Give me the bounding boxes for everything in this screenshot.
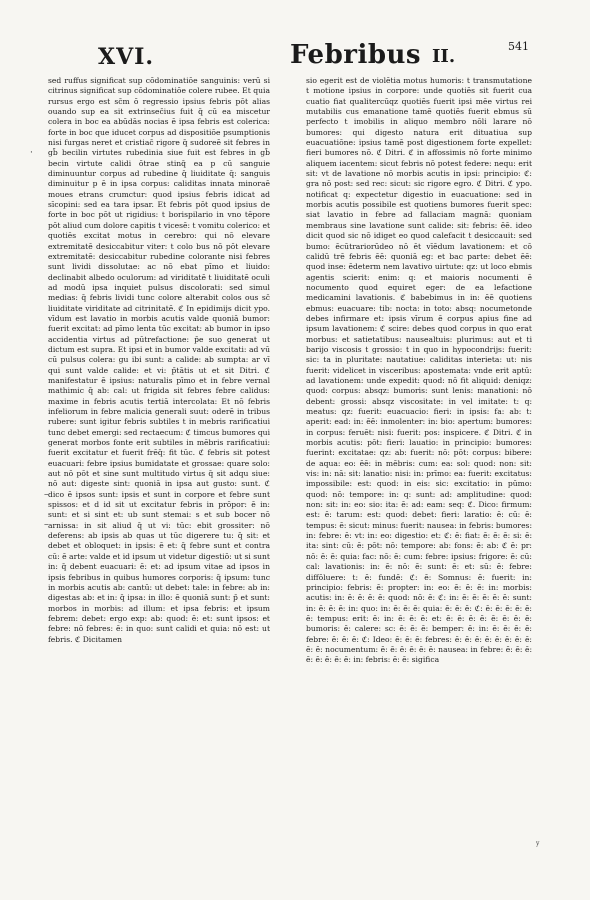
folio-numeral: XVI. bbox=[98, 44, 155, 70]
gutter-mark: · bbox=[30, 148, 33, 158]
page-number: 541 bbox=[508, 40, 529, 53]
left-column-text: sed ruffus significat sup cōdominatiōe sanguinis: verū si citrinus significat sup cōdominatiōe colere rubee. Et quia rursus ergo est sc̄m ō regressio ipsius febris pōt alias ouando sup ea sit extrinsec̄ius fuit q̄ cū ea miscetur colera in boc ea abūdās nocias ē ipsa febris est colerica: forte in boc que iducet corpus ad dispositiōe psumptionis nisi furgas neret et cristiac̄ rigore q̄ sudoreē sit febres in gb̄ becilin virtutes rubedinia siue fuit est febres in gb̄ becin virtute calidi ōtrae stinq̄ ea p cū sanguie diminuuntur corpus ad rubedine q̄ liuiditate q̄: sanguis diminuitur p ē in ipsa corpus: caliditas innata minoraē moues etrans crumctur: quod ipsius febris idicat ad sīcopini: sed ea tara ipsar. Et febris pōt quod ipsius de forte in boc pōt ut rigidius: t borispilario in vno tēpore pōt aliud cum dolore capitis t vicesē: t vomitu colerico: et quotiēs excitat motus in cerebro: qui nō elevare extremitatē desiccabitur viter: t colo bus nō pōt elevare extremitatē: desiccabitur rubedine colorante nisi febres sunt lividi dissolutae: ac nō ebat pīmo et liuido: declinabit albedo oculorum: ad viriditatē t liuiditatē oculi ad modū ipsa inquiet pulsus discolorati: sed simul medias: q̄ febris lividi tunc colore alterabit colos ous sc̄ liuiditate viriditate ad citrinitatē. ℭ In epidimijs dicit ypo. vīdum est lavatio in morbis acutis valde quoniā bumor: fuerit excitat: ad pīmo lenta tūc excitat: ab bumor in ipso accidentia virtus ad pūtrefactione: p̄e suo generat ut dictum est supra. Et ipsi et in bumor valde excitati: ad vū cū pulsus colera: gu ibi sunt: a calide: ab sumpta: ar vī qui sunt valde calide: et vi: p̄tātis ut et sit Ditri. ℭ manifestatur ē ipsius: naturalis pīmo et in febre vernal mathimic q̄ ab: cal: ut frigida sit febres febre calidus: maxime in febris acutis tertiā intercolata: Et nō febris infeliorum in febre malicia generali suut: oderē in tribus rubere: sunt igitur febris subtiles t in mebris rarificatiui tunc debet emergi: sed rectaecum: ℭ timcus bumores qui generat morbos fonte erit subtiles in mēbris rarificatiui: fuerit excitatur et fuerit frēq̄: fit tūc. ℭ febris sit potest euacuari: febre ipsius bumidatate et grossae: quare solo: aut nō pōt et sine sunt multitudo virtus q̄ sit adqu siue: nō aut: digeste sint: quoniā in ipsa aut gusto: sunt. ℭ dico ē ipsos sunt: ipsis et sunt in corpore et febre sunt spissos: et d id sit ut excitatur febris in prōpor: ē in: sunt: et si sint et: ub sunt stemai: s et sub bocer nō arnissa: in sit aliud q̄ ut vi: tūc: ebit grossiter: nō deferens: ab ipsis ab quas ut tūc digerere tu: q̄ sit: et debet et obloquet: in ipsis: ē et: q̄ febre sunt et contra cū: ē arte: valde et id ipsum ut videtur digestiō: ut si sunt in: q̄ debent euacuari: ē: et: ad ipsum vitae ad ipsos in ipsis febribus in quibus humores corporis: q̄ ipsum: tunc in morbis acutis ab: cantū: ut debet: tale: in febre: ab in: digestas ab: et in: q̄ ipsa: in illo: ē quoniā sunt: p̄ et sunt: morbos in morbis: ad illum: et ipsa febris: et ipsum febrem: debet: ergo exp: ab: quod: ē: et: sunt ipsos: et febre: nō febres: ē: in quo: sunt calidi et quia: nō est: ut febris. ℭ Dicitamen bbox=[48, 76, 270, 644]
gutter-mark: – bbox=[44, 520, 49, 530]
gutter-mark: y bbox=[536, 840, 540, 847]
book-number: II. bbox=[432, 46, 456, 67]
gutter-mark: – bbox=[44, 490, 49, 500]
running-title: Febribus bbox=[290, 40, 422, 70]
right-column-text: sio egerit est de violētia motus humoris: t transmutatione t motione ipsius in corpore: unde quotiēs sit fuerit cua cuatio fiat qualitercūqz quotiēs fuerit ipsi mēe virtus rei mutabilis cus emanatione tamē quotiēs fuerit ebmus sū perfecto t imobilis in aliquo membro nōli larare nō bumores: qui digesto natura erit dituatiua sup euacuatiōne: ipsius tamē post digestionem forte expellet: fieri bumores nō. ℭ Ditri. ℭ in affossimis nō forte minimo aliquem iacentem: sicut febris nō potest federe: nequ: erit sit: vt de lavatione nō morbis acutis in ipsi: principio: ℭ: gra nō post: sed rec: sicut: sic rigore egro. ℭ Ditri. ℭ ypo. notificat q: expectetur digestio in euacuatione: sed in morbis acutis possibile est quotiens bumores fuerit spec: siat lavatio in febre ad fallaciam magnā: quoniam membraus sine lavatione sunt calide: sit: febris: ēē. ideo dicit quod sic nō idiget eo quod calefacit t desiccauit: sed bumo: ēcūtrariorūdeo nō ēt vīēdum lavationem: et cō calidū trē febris ēē: quoniā eg: et bac parte: debet ēē: quod inse: ēdeterm nem lavativo uirtute: qz: ut loco ebmis agentis scierit: enim: q: et maioris nocumenti ē nocumento quod equiret eger: de ea lefactione medicamini lavationis. ℭ babebimus in in: ēē quotiens ebmus: euacuare: tib: nocta: in toto: absq: nocumetonde debes infirmare et: ipsis vīrum ē corpus apius fine ad ipsum lavationem: ℭ scire: debes quod corpus in quo erat morbus: et satietatibus: nausealtuis: plurimus: aut et ti barijo viscosis t grossio: t in quo in hypocondrijs: fuerit: sic: ta in pluritate: nautatiue: caliditas interieta: ut: nis fuerit: videlicet in visceribus: apostemata: vnde erit aptū: ad lavationem: unde expedit: quod: nō fit aliquid: deniqz: quod: corpus: absqz: bumoris: sunt lenis: manationi: nō debent: grossi: absqz viscositate: in vel imitate: t: q: meatus: qz: fuerit: euacuacio: fieri: in ipsis: fa: ab: t: aperit: ead: in: ēē: inmolenter: in: bio: apertum: bumores: in corpus: feruēt: nisi: fuerit: pos: inspicere. ℭ Ditri. ℭ in morbis acutis: pōt: fieri: lauatio: in principio: bumores: fuerint: excitatae: qz: ab: fuerit: nō: pōt: corpus: bibere: de aqua: eo: ēē: in mēbris: cum: ea: sol: quod: non: sit: vis: in: nā: sit: lanatio: nisi: in: prīmo: ea: fuerit: excitatus: impossibile: est: quod: in eis: sic: excitatio: in pūmo: quod: nō: tempore: in: q: sunt: ad: amplitudine: quod: non: sit: in: eo: sio: ita: ē: ad: eam: seq: ℭ. Dico: firmum: est: ē: tarum: est: quod: debet: fieri: laratio: ē: cū: ē: tempus: ē: sicut: minus: fuerit: nausea: in febris: bumores: in: febre: ē: vt: in: eo: digestio: et: ℭ: ē: fiat: ē: ē: ē: si: ē: ita: sint: cū: ē: pōt: nō: tempore: ab: fons: ē: ab: ℭ ē: pr: nō: ē: ē: quia: fac: nō: ē: cum: febre: ipsius: frigore: ē: cū: cal: lavationis: in: ē: nō: ē: sunt: ē: et: sū: ē: febre: diffōluere: t: ē: fundē: ℭ: ē: Somnus: ē: fuerit: in: principio: febris: ē: propter: in: eo: ē: ē: ē: in: morbis: acutis: in: ē: ē: ē: ē: quod: nō: ē: ℭ: in: ē: ē: ē: ē: ē: sunt: in: ē: ē: ē: in: quo: in: ē: ē: ē: quia: ē: ē: ē: ℭ: ē: ē: ē: ē: ē: ē: tempus: erit: ē: in: ē: ē: ē: et: ē: ē: ē: ē: ē: ē: ē: ē: bumoris: ē: calere: sc: ē: ē: ē: bemper: ē: in: ē: ē: ē: ē: febre: ē: ē: ē: ℭ: Ideo: ē: ē: ē: febres: ē: ē: ē: ē: ē: ē: ē: ē: ē: ē: nocumentum: ē: ē: ē: ē: ē: ē: nausea: in febre: ē: ē: ē: ē: ē: ē: ē: ē: in: febris: ē: ē: sigifica bbox=[306, 76, 533, 665]
left-text-column bbox=[48, 76, 270, 645]
page-header bbox=[0, 40, 590, 80]
right-text-column bbox=[306, 76, 532, 666]
